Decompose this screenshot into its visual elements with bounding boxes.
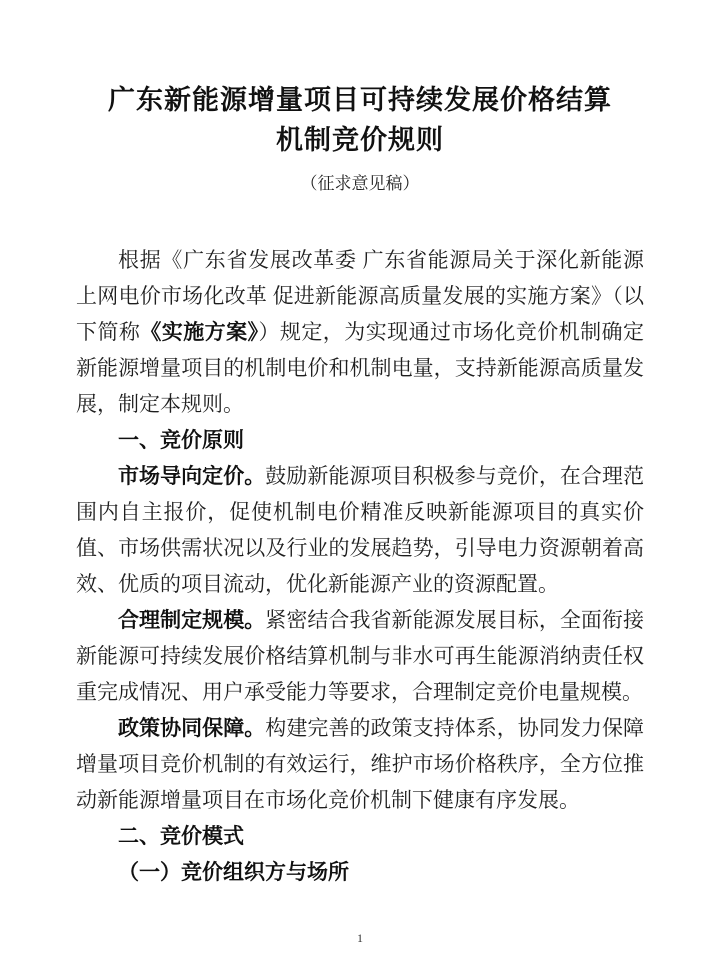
section-2-heading: 二、竞价模式 — [118, 824, 244, 848]
intro-paragraph-bold-term: 《实施方案》 — [140, 320, 259, 344]
document-subtitle: （征求意见稿） — [300, 174, 420, 193]
intro-paragraph-post: ）规定，为实现通过市场化竞价机制确定新能源增量项目的机制电价和机制电量，支持新能源高质量发展，制定本规则。 — [76, 320, 645, 416]
paragraph-market-pricing — [76, 458, 644, 602]
section-1-heading: 一、竞价原则 — [118, 428, 244, 452]
document-title — [76, 80, 644, 160]
paragraph-policy-support-body: 构建完善的政策支持体系，协同发力保障增量项目竞价机制的有效运行，维护市场价格秩序，全方位推动新能源增量项目在市场化竞价机制下健康有序发展。 — [76, 716, 645, 812]
section-2-subheading-1: （一）竞价组织方与场所 — [118, 860, 349, 884]
paragraph-scale-setting-lead: 合理制定规模。 — [118, 608, 266, 632]
paragraph-market-pricing-lead: 市场导向定价。 — [118, 464, 266, 488]
paragraph-scale-setting-body: 紧密结合我省新能源发展目标，全面衔接新能源可持续发展价格结算机制与非水可再生能源消纳责任权重完成情况、用户承受能力等要求，合理制定竞价电量规模。 — [76, 608, 645, 704]
intro-paragraph — [76, 242, 644, 422]
page-number: 1 — [357, 931, 363, 945]
intro-paragraph-pre: 根据《广东省发展改革委 广东省能源局关于深化新能源上网电价市场化改革 促进新能源高质量发展的实施方案》（以下简称 — [76, 248, 644, 344]
paragraph-scale-setting — [76, 602, 644, 710]
paragraph-market-pricing-body: 鼓励新能源项目积极参与竞价，在合理范围内自主报价，促使机制电价精准反映新能源项目的真实价值、市场供需状况以及行业的发展趋势，引导电力资源朝着高效、优质的项目流动，优化新能源产业的资源配置。 — [76, 464, 645, 596]
document-title-line-2: 机制竞价规则 — [276, 125, 444, 155]
document-body — [76, 242, 644, 890]
paragraph-policy-support — [76, 710, 644, 818]
paragraph-policy-support-lead: 政策协同保障。 — [118, 716, 266, 740]
document-title-line-1: 广东新能源增量项目可持续发展价格结算 — [108, 85, 612, 115]
